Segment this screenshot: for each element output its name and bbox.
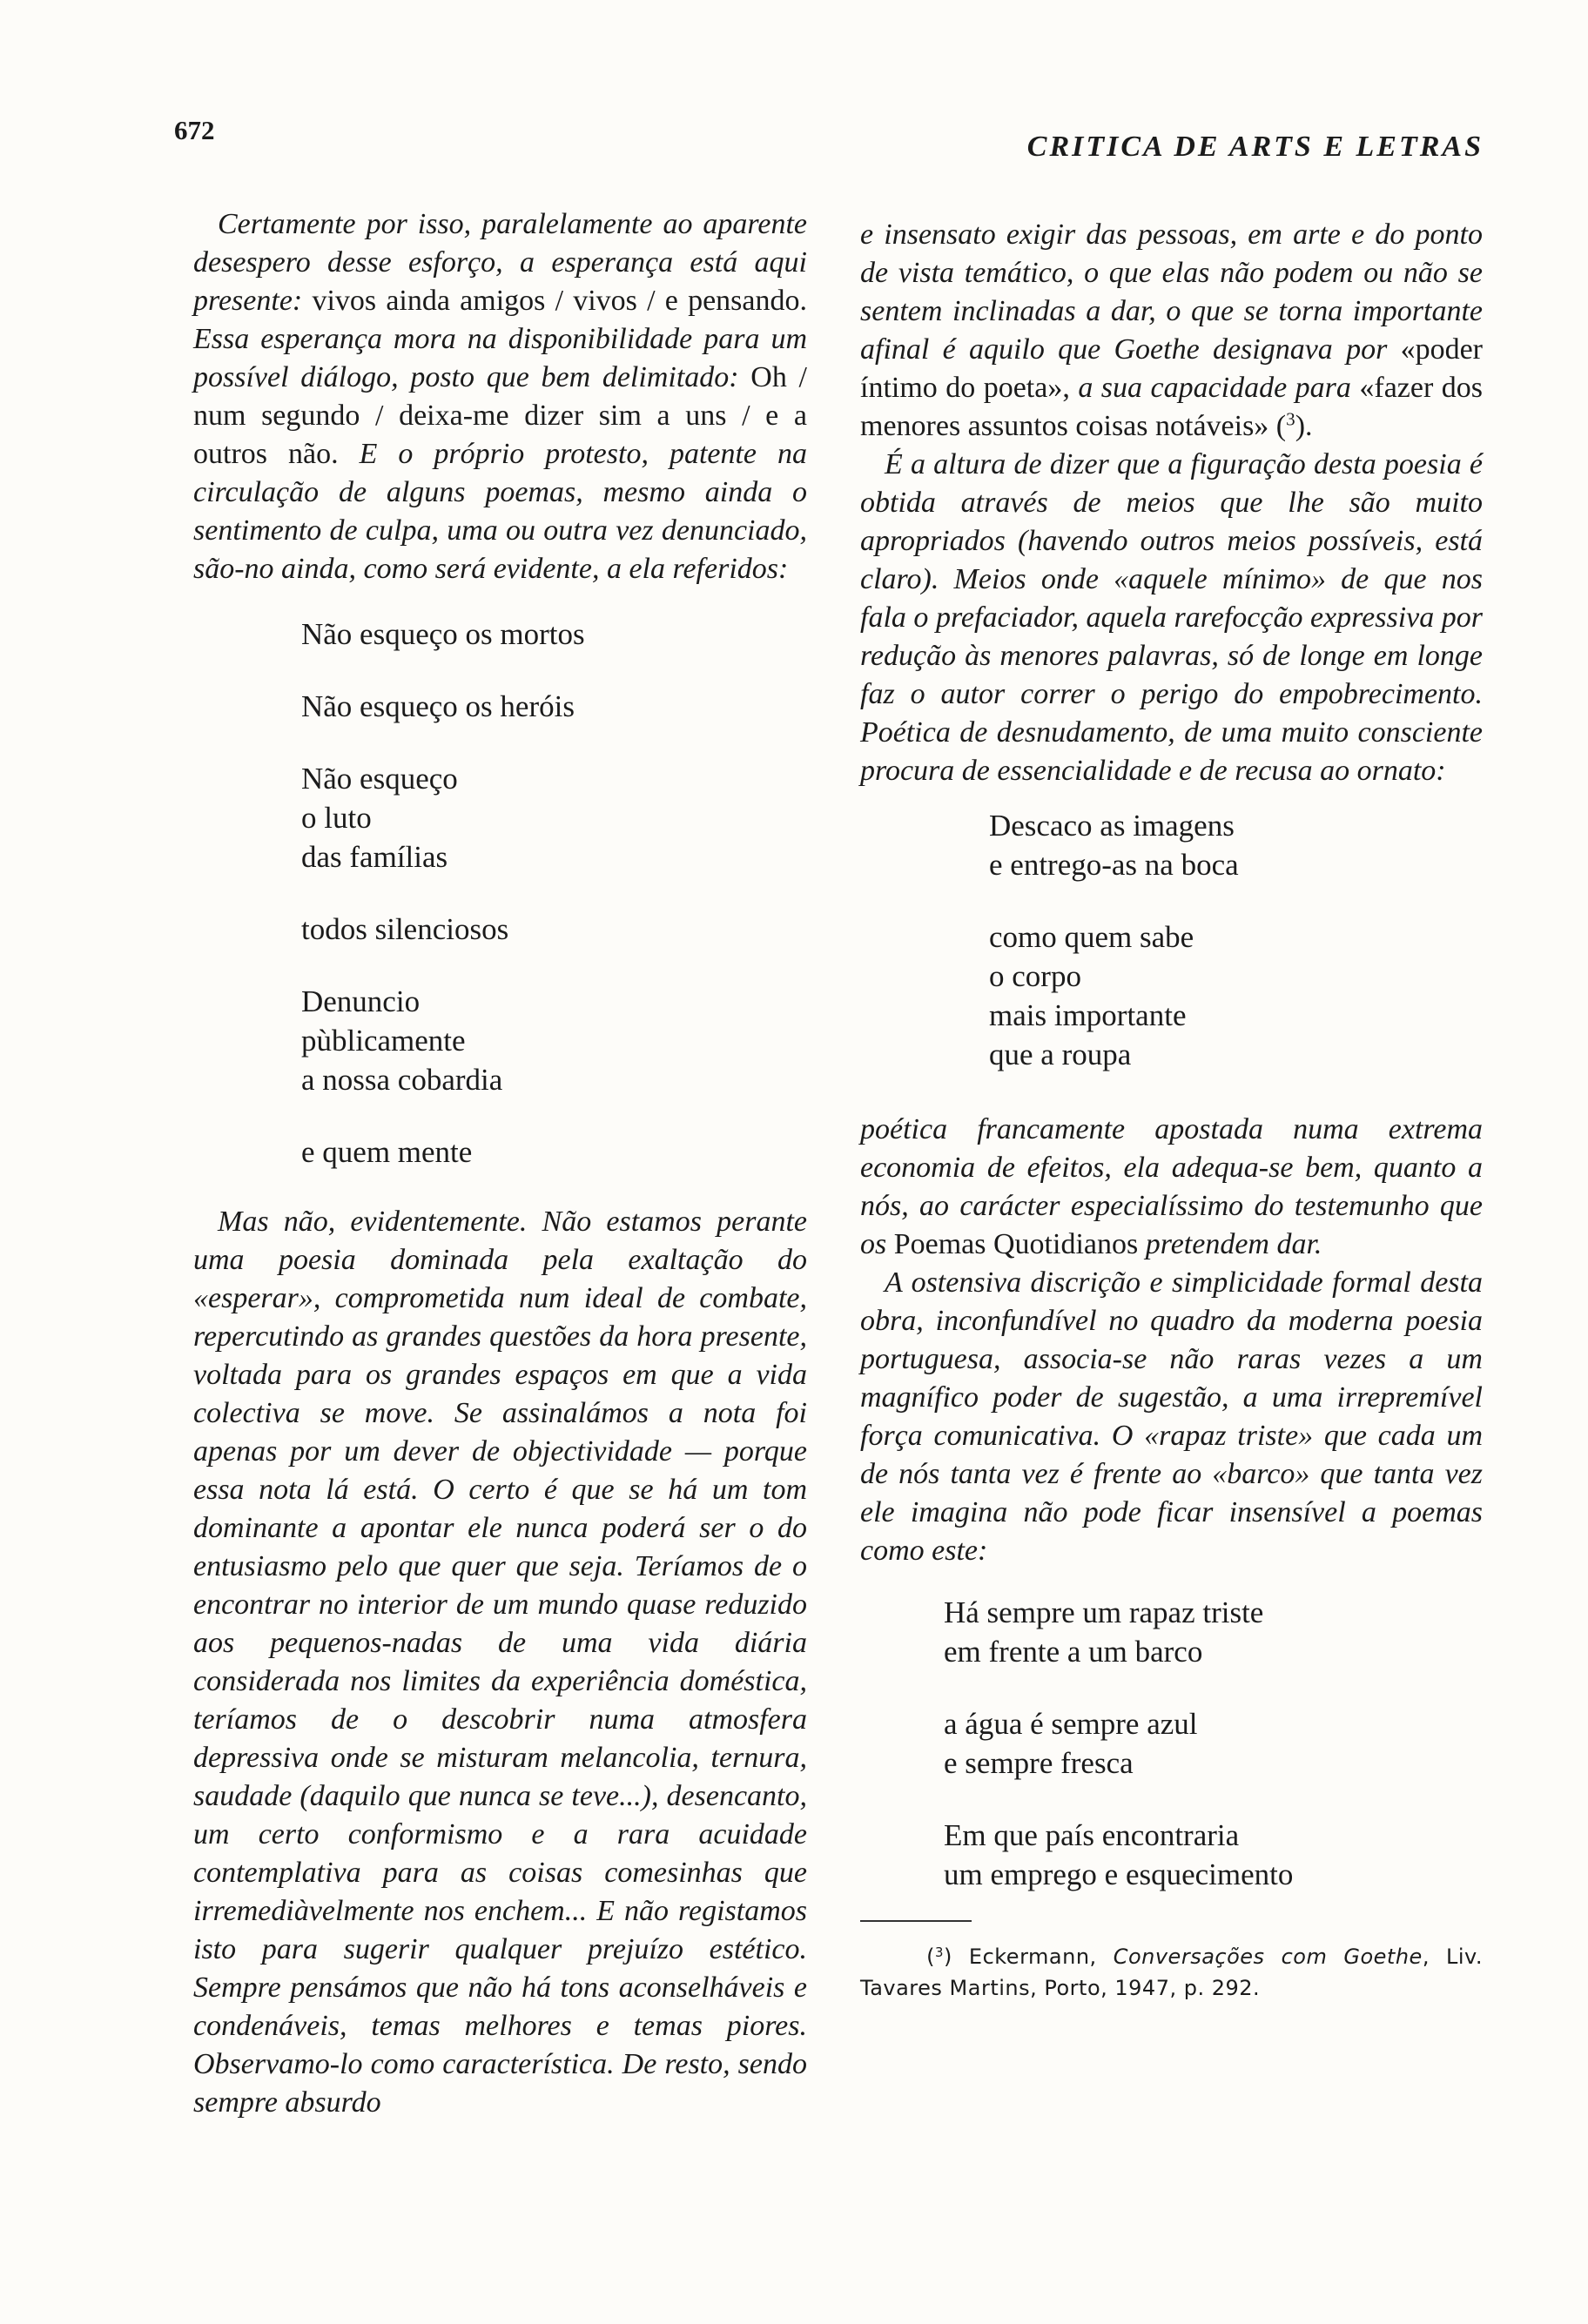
stanza — [301, 1132, 807, 1172]
poem-line: como quem sabe — [989, 920, 1194, 954]
stanza — [944, 1593, 1483, 1671]
text-run: pretendem dar. — [1145, 1228, 1322, 1260]
footnote-marker: 3 — [935, 1944, 944, 1960]
text-run: Certamente por isso, paralelamente ao aparente desespero desse esforço, a esperança está aqui presente: — [193, 208, 807, 317]
poem-line: que a roupa — [989, 1038, 1132, 1071]
poem-line: o luto — [301, 801, 372, 835]
poem-line: todos silenciosos — [301, 912, 509, 946]
text-run: «poder íntimo do poeta», — [860, 333, 1483, 404]
poem-line: Não esqueço os heróis — [301, 689, 575, 723]
right-column — [860, 216, 1483, 2004]
left-column — [193, 205, 807, 2122]
poem-line: pùblicamente — [301, 1024, 466, 1058]
poem-line: e quem mente — [301, 1135, 473, 1169]
poem-line: das famílias — [301, 840, 448, 874]
stanza — [989, 806, 1483, 884]
footnote-ref: 3 — [1286, 408, 1295, 430]
poem-block — [301, 615, 807, 1172]
poem-line: Há sempre um rapaz triste — [944, 1595, 1264, 1629]
page-number: 672 — [174, 115, 215, 145]
running-title: CRITICA DE ARTS E LETRAS — [1026, 131, 1484, 163]
footnote-author: Eckermann, — [968, 1945, 1114, 1969]
paragraph-right-1 — [860, 216, 1483, 446]
text-run: e insensato exigir das pessoas, em arte e do ponto de vista temático, o que elas não podem ou não se sentem inclinadas a dar, o que se torna importante afinal é aquilo que Goethe designava por — [860, 218, 1483, 366]
paragraph-right-2: É a altura de dizer que a figuração desta poesia é obtida através de meios que lhe são muito apropriados (havendo outros meios possíveis, está claro). Meios onde «aquele mínimo» de que nos fala o prefaciador, aquela rarefocção expressiva por redução às menores palavras, só de longe em longe faz o autor correr o perigo do empobrecimento. Poética de desnudamento, de uma muito consciente procura de essencialidade e de recusa ao ornato: — [860, 448, 1483, 787]
poem-line: Em que país encontraria — [944, 1818, 1240, 1852]
paragraph-right-3 — [860, 1111, 1483, 1264]
text-run: Poemas Quotidianos — [893, 1228, 1146, 1260]
text-run: poética francamente apostada numa extrema economia de efeitos, ela adequa-se bem, quanto a nós, ao carácter especialíssimo do testemunho que os — [860, 1113, 1483, 1260]
poem-block — [989, 806, 1483, 1074]
poem-line: e sempre fresca — [944, 1746, 1134, 1780]
stanza — [944, 1704, 1483, 1783]
poem-line: Descaco as imagens — [989, 809, 1235, 843]
stanza — [301, 687, 807, 726]
footnote-title: Conversações com Goethe — [1113, 1945, 1423, 1969]
footnote: ($^3$) Eckermann, Conversações com Goethe, Liv. Tavares Martins, Porto, 1947, p. 292. — [860, 1944, 1484, 2000]
stanza — [989, 917, 1483, 1074]
footnote-rest: , Liv. Tavares Martins, Porto, 1947, p. 292. — [860, 1945, 1484, 2000]
poem-line: o corpo — [989, 959, 1081, 993]
paragraph-left-2: Mas não, evidentemente. Não estamos perante uma poesia dominada pela exaltação do «esperar», comprometida num ideal de combate, repercutindo as grandes questões da hora presente, voltada para os grandes espaços em que a vida colectiva se move. Se assinalámos a nota foi apenas por um dever de objectividade — porque essa nota lá está. O certo é que se há um tom dominante a apontar ele nunca poderá ser o do entusiasmo pelo que quer que seja. Teríamos de o encontrar no interior de um mundo quase reduzido aos pequenos-nadas de uma vida diária considerada nos limites da experiência doméstica, teríamos de o descobrir numa atmosfera depressiva onde se misturam melancolia, ternura, saudade (daquilo que nunca se teve...), desencanto, um certo conformismo e a rara acuidade contemplativa para as coisas comesinhas que irremediàvelmente nos enchem... E não registamos isto para sugerir qualquer prejuízo estético. Sempre pensámos que não há tons aconselháveis e condenáveis, temas melhores e temas piores. Observamo-lo como característica. De resto, sendo sempre absurdo — [193, 1206, 807, 2119]
poem-line: mais importante — [989, 998, 1187, 1032]
poem-line: Não esqueço os mortos — [301, 617, 585, 651]
poem-line: em frente a um barco — [944, 1635, 1203, 1669]
text-run: vivos ainda amigos / vivos / e pensando. — [312, 285, 807, 317]
stanza — [301, 759, 807, 877]
text-run: a sua capacidade para — [1078, 372, 1360, 404]
poem-line: e entrego-as na boca — [989, 848, 1239, 882]
paragraph-right-4: A ostensiva discrição e simplicidade formal desta obra, inconfundível no quadro da moderna poesia portuguesa, associa-se não raras vezes a um magnífico poder de sugestão, a uma irrepremível força comunicativa. O «rapaz triste» que cada um de nós tanta vez é frente ao «barco» que tanta vez ele imagina não pode ficar insensível a poemas como este: — [860, 1266, 1483, 1567]
paragraph-left-1 — [193, 205, 807, 588]
poem-line: Não esqueço — [301, 762, 458, 796]
stanza — [301, 910, 807, 949]
stanza — [301, 615, 807, 654]
stanza — [944, 1816, 1483, 1894]
poem-block — [944, 1593, 1483, 1894]
poem-line: um emprego e esquecimento — [944, 1857, 1294, 1891]
poem-line: a nossa cobardia — [301, 1063, 503, 1097]
stanza — [301, 982, 807, 1099]
text-run: E o próprio protesto, patente na circulação de alguns poemas, mesmo ainda o sentimento de culpa, uma ou outra vez denunciado, são-no ainda, como será evidente, a ela referidos: — [193, 438, 808, 585]
text-run: Oh / num segundo / deixa-me dizer sim a uns / e a outros não. — [193, 361, 807, 470]
text-run: ). — [1295, 410, 1313, 442]
footnote-divider — [860, 1920, 972, 1922]
text-run: Essa esperança mora na disponibilidade para um possível diálogo, posto que bem delimitado: — [193, 323, 807, 393]
poem-line: a água é sempre azul — [944, 1707, 1198, 1741]
poem-line: Denuncio — [301, 984, 421, 1018]
text-run: «fazer dos menores assuntos coisas notáveis» ( — [860, 372, 1484, 442]
